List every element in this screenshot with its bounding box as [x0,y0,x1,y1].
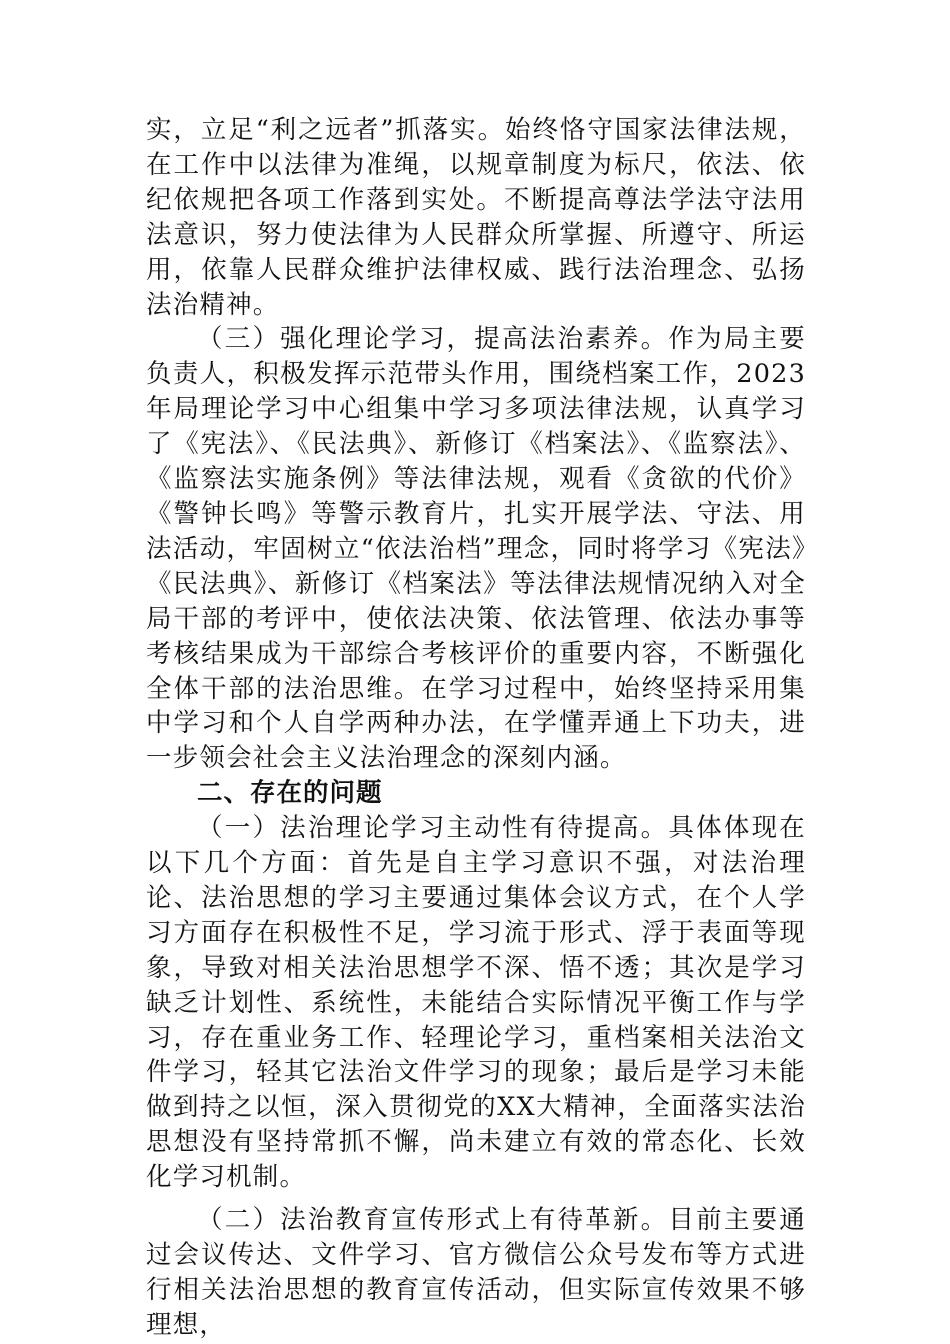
paragraph-spacing [146,1195,806,1203]
document-body [146,113,806,1343]
paragraph-continuation: 实，立足“利之远者”抓落实。始终恪守国家法律法规，在工作中以法律为准绳，以规章制度为标尺，依法、依纪依规把各项工作落到实处。不断提高尊法学法守法用法意识，努力使法律为人民群众所掌握、所遵守、所运用，依靠人民群众维护法律权威、践行法治理念、弘扬法治精神。 [146,115,806,320]
paragraph-theory-study: （三）强化理论学习，提高法治素养。作为局主要负责人，积极发挥示范带头作用，围绕档案工作，2023年局理论学习中心组集中学习多项法律法规，认真学习了《宪法》、《民法典》、新修订《档案法》、《监察法》、《监察法实施条例》等法律法规，观看《贪欲的代价》《警钟长鸣》等警示教育片，扎实开展学法、守法、用法活动，牢固树立“依法治档”理念，同时将学习《宪法》《民法典》、新修订《档案法》等法律法规情况纳入对全局干部的考评中，使依法决策、依法管理、依法办事等考核结果成为干部综合考核评价的重要内容，不断强化全体干部的法治思维。在学习过程中，始终坚持采用集中学习和个人自学两种办法，在学懂弄通上下功夫，进一步领会社会主义法治理念的深刻内涵。 [146,324,806,774]
paragraph-problem-one: （一）法治理论学习主动性有待提高。具体体现在以下几个方面：首先是自主学习意识不强，对法治理论、法治思想的学习主要通过集体会议方式，在个人学习方面存在积极性不足，学习流于形式、浮于表面等现象，导致对相关法治思想学不深、悟不透；其次是学习缺乏计划性、系统性，未能结合实际情况平衡工作与学习，存在重业务工作、轻理论学习，重档案相关法治文件学习，轻其它法治文件学习的现象；最后是学习未能做到持之以恒，深入贯彻党的XX大精神，全面落实法治思想没有坚持常抓不懈，尚未建立有效的常态化、长效化学习机制。 [146,813,806,1193]
section-heading-problems: 二、存在的问题 [197,778,383,809]
paragraph-problem-two: （二）法治教育宣传形式上有待革新。目前主要通过会议传达、文件学习、官方微信公众号发布等方式进行相关法治思想的教育宣传活动，但实际宣传效果不够理想， [146,1205,806,1340]
